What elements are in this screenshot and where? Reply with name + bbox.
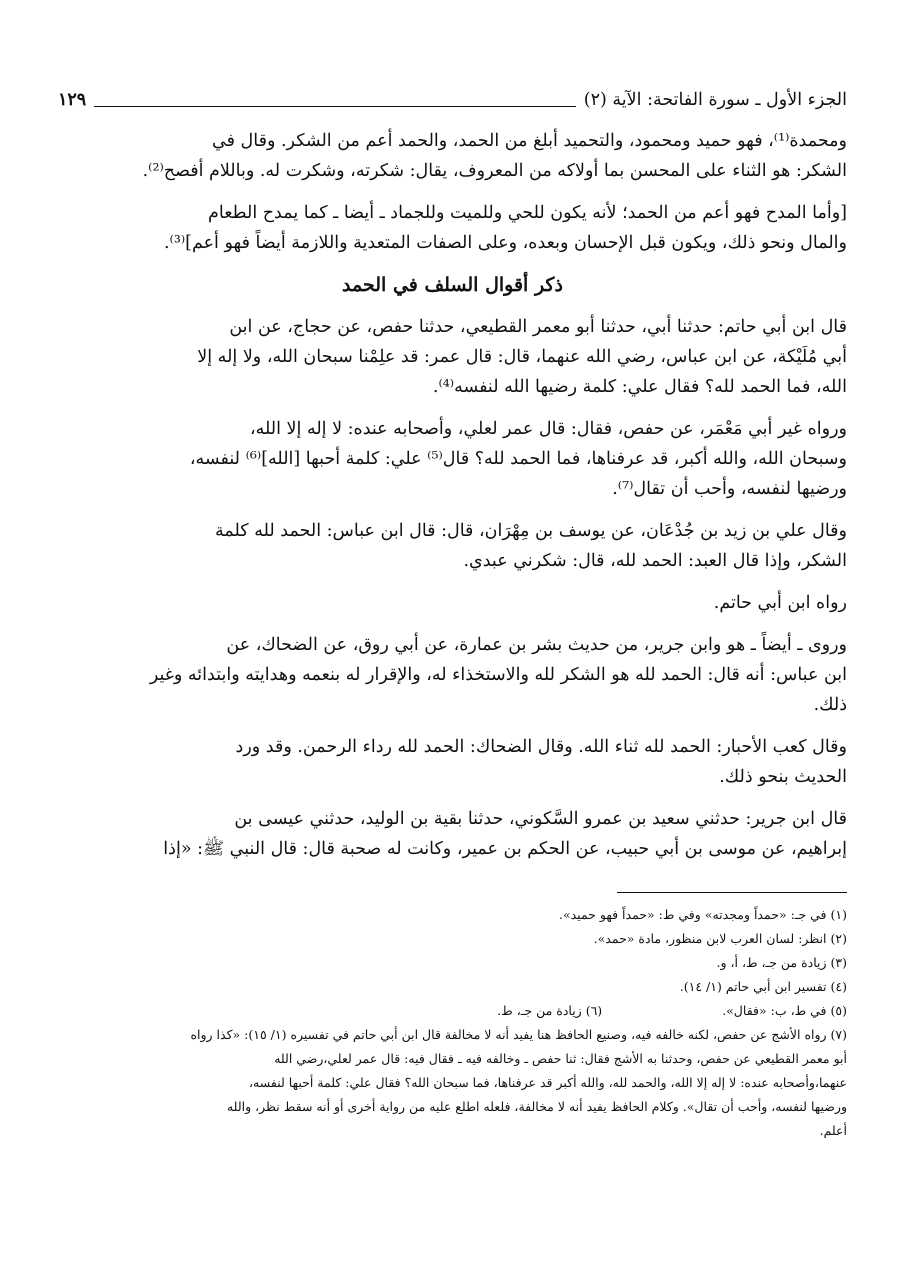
paragraph: وقال علي بن زيد بن جُدْعَان، عن يوسف بن مِهْرَان، قال: قال ابن عباس: الحمد لله كلمة الشكر، وإذا قال العبد: الحمد لله، قال: شكرني عبدي.	[215, 521, 847, 571]
footnote: (٢) انظر: لسان العرب لابن منظور، مادة «حمد».	[593, 931, 847, 946]
footnote-row	[58, 999, 847, 1023]
page-number: ١٢٩	[58, 90, 87, 110]
main-text	[58, 126, 847, 864]
footnote: (١) في جـ: «حمداً ومجدته» وفي ط: «حمداً فهو حميد».	[558, 907, 847, 922]
paragraph: ورواه غير أبي مَعْمَر، عن حفص، فقال: قال عمر لعلي، وأصحابه عنده: لا إله إلا الله، وسبحان الله، والله أكبر، قد عرفناها، فما الحمد لله؟ قال⁽⁵⁾ علي: كلمة أحبها [الله]⁽⁶⁾ لنفسه، ورضيها لنفسه، وأحب أن تقال⁽⁷⁾.	[189, 419, 847, 499]
footnotes	[58, 903, 847, 1143]
footnote-separator	[617, 892, 847, 893]
section-title: ذكر أقوال السلف في الحمد	[342, 274, 563, 296]
footnote: (٥) في ط، ب: «فقال».	[722, 1003, 847, 1018]
paragraph: رواه ابن أبي حاتم.	[713, 593, 847, 613]
paragraph: قال ابن أبي حاتم: حدثنا أبي، حدثنا أبو معمر القطيعي، حدثنا حفص، عن حجاج، عن ابن أبي مُلَيْكة، عن ابن عباس، رضي الله عنهما، قال: قال عمر: قد علِمْنا سبحان الله، ولا إله إلا الله، فما الحمد لله؟ فقال علي: كلمة رضيها الله لنفسه⁽⁴⁾.	[197, 317, 847, 397]
paragraph: وقال كعب الأحبار: الحمد لله ثناء الله. وقال الضحاك: الحمد لله رداء الرحمن. وقد ورد الحديث بنحو ذلك.	[235, 737, 847, 787]
running-title: الجزء الأول ـ سورة الفاتحة: الآية (٢)	[583, 90, 847, 110]
header-rule	[94, 106, 576, 107]
footnote: (٣) زيادة من جـ، ط، أ، و.	[716, 955, 847, 970]
paragraph: قال ابن جرير: حدثني سعيد بن عمرو السَّكوني، حدثنا بقية بن الوليد، حدثني عيسى بن إبراهيم، عن موسى بن أبي حبيب، عن الحكم بن عمير، وكانت له صحبة قال: قال النبي ﷺ: «إذا	[163, 809, 847, 859]
paragraph: وروى ـ أيضاً ـ هو وابن جرير، من حديث بشر بن عمارة، عن أبي روق، عن الضحاك، عن ابن عباس: أنه قال: الحمد لله هو الشكر لله والاستخذاء له، والإقرار له بنعمه وهدايته وابتدائه وغير ذلك.	[149, 635, 847, 715]
paragraph: ومحمدة⁽¹⁾، فهو حميد ومحمود، والتحميد أبلغ من الحمد، والحمد أعم من الشكر. وقال في الشكر: هو الثناء على المحسن بما أولاكه من المعروف، يقال: شكرته، وشكرت له. وباللام أفصح⁽²⁾.	[142, 131, 847, 181]
footnote: (٦) زيادة من جـ، ط.	[497, 1003, 603, 1018]
footnote: (٧) رواه الأشج عن حفص، لكنه خالفه فيه، وصنيع الحافظ هنا يفيد أنه لا مخالفة قال ابن أبي حاتم في تفسيره (١/ ١٥): «كذا رواه أبو معمر القطيعي عن حفص، وحدثنا به الأشج فقال: ثنا حفص ـ وخالفه فيه ـ فقال فيه: قال عمر لعلي،رضي الله عنهما،وأصحابه عنده: لا إله إلا الله، والحمد لله، والله أكبر قد عرفناها، فما سبحان الله؟ فقال علي: كلمة أحبها لنفسه، ورضيها لنفسه، وأحب أن تقال». وكلام الحافظ يفيد أنه لا مخالفة، فلعله اطلع عليه من رواية أخرى أو أنه سقط نظر، والله أعلم.	[190, 1027, 847, 1138]
footnote: (٤) تفسير ابن أبي حاتم (١/ ١٤).	[679, 979, 847, 994]
paragraph: [وأما المدح فهو أعم من الحمد؛ لأنه يكون للحي وللميت وللجماد ـ أيضا ـ كما يمدح الطعام والمال ونحو ذلك، ويكون قبل الإحسان وبعده، وعلى الصفات المتعدية واللازمة أيضاً فهو أعم]⁽³⁾.	[163, 203, 847, 253]
running-header	[58, 86, 847, 112]
